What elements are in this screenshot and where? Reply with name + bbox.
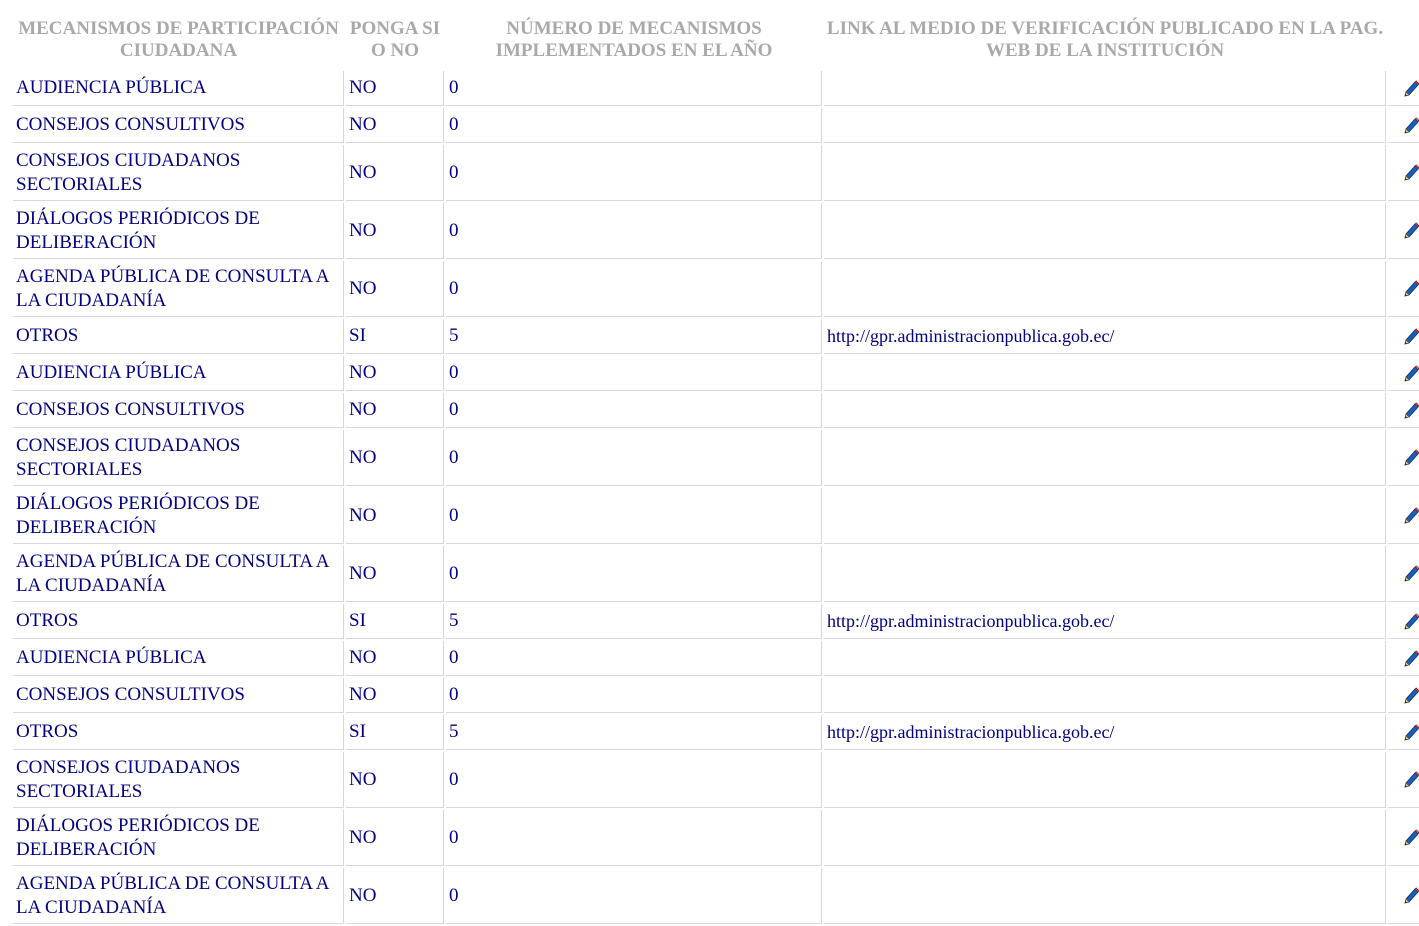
table-row bbox=[13, 868, 1419, 924]
cell-mecanismo: AGENDA PÚBLICA DE CONSULTA A LA CIUDADANÍA bbox=[13, 868, 344, 924]
table-row bbox=[13, 810, 1419, 866]
cell-link bbox=[824, 641, 1386, 676]
cell-actions bbox=[1388, 678, 1419, 713]
cell-link bbox=[824, 430, 1386, 486]
cell-mecanismo: DIÁLOGOS PERIÓDICOS DE DELIBERACIÓN bbox=[13, 810, 344, 866]
header-numero: NÚMERO DE MECANISMOS IMPLEMENTADOS EN EL AÑO bbox=[495, 18, 773, 61]
pencil-icon[interactable] bbox=[1401, 886, 1419, 906]
cell-si-no: NO bbox=[346, 641, 444, 676]
cell-numero: 0 bbox=[446, 393, 822, 428]
cell-si-no: NO bbox=[346, 430, 444, 486]
pencil-icon[interactable] bbox=[1401, 79, 1419, 99]
cell-actions bbox=[1388, 604, 1419, 639]
cell-link bbox=[824, 810, 1386, 866]
cell-mecanismo: OTROS bbox=[13, 604, 344, 639]
pencil-icon[interactable] bbox=[1401, 770, 1419, 790]
cell-si-no: NO bbox=[346, 71, 444, 106]
table-body bbox=[13, 71, 1419, 924]
cell-si-no: NO bbox=[346, 261, 444, 317]
pencil-icon[interactable] bbox=[1401, 448, 1419, 468]
cell-si-no: NO bbox=[346, 546, 444, 602]
table-row bbox=[13, 71, 1419, 106]
cell-link bbox=[824, 145, 1386, 201]
table-row bbox=[13, 319, 1419, 354]
cell-numero: 0 bbox=[446, 71, 822, 106]
cell-link: http://gpr.administracionpublica.gob.ec/ bbox=[824, 715, 1386, 750]
table-row bbox=[13, 546, 1419, 602]
pencil-icon-graphic bbox=[1401, 723, 1419, 743]
cell-mecanismo: AUDIENCIA PÚBLICA bbox=[13, 71, 344, 106]
cell-numero: 0 bbox=[446, 752, 822, 808]
cell-mecanismo: CONSEJOS CIUDADANOS SECTORIALES bbox=[13, 430, 344, 486]
pencil-icon-graphic bbox=[1401, 564, 1419, 584]
cell-numero: 5 bbox=[446, 319, 822, 354]
cell-numero: 0 bbox=[446, 641, 822, 676]
pencil-icon[interactable] bbox=[1401, 564, 1419, 584]
cell-mecanismo: CONSEJOS CONSULTIVOS bbox=[13, 393, 344, 428]
header-si-no: PONGA SI O NO bbox=[349, 18, 441, 61]
header-mecanismos: MECANISMOS DE PARTICIPACIÓN CIUDADANA bbox=[18, 18, 339, 61]
cell-actions bbox=[1388, 752, 1419, 808]
cell-mecanismo: OTROS bbox=[13, 319, 344, 354]
pencil-icon-graphic bbox=[1401, 116, 1419, 136]
pencil-icon[interactable] bbox=[1401, 364, 1419, 384]
pencil-icon-graphic bbox=[1401, 279, 1419, 299]
pencil-icon-graphic bbox=[1401, 79, 1419, 99]
cell-si-no: NO bbox=[346, 108, 444, 143]
cell-actions bbox=[1388, 810, 1419, 866]
table-row bbox=[13, 261, 1419, 317]
pencil-icon[interactable] bbox=[1401, 401, 1419, 421]
pencil-icon[interactable] bbox=[1401, 327, 1419, 347]
cell-mecanismo: CONSEJOS CONSULTIVOS bbox=[13, 108, 344, 143]
table-row bbox=[13, 488, 1419, 544]
cell-numero: 0 bbox=[446, 810, 822, 866]
pencil-icon-graphic bbox=[1401, 506, 1419, 526]
pencil-icon-graphic bbox=[1401, 401, 1419, 421]
pencil-icon-graphic bbox=[1401, 163, 1419, 183]
cell-actions bbox=[1388, 546, 1419, 602]
pencil-icon[interactable] bbox=[1401, 506, 1419, 526]
cell-mecanismo: CONSEJOS CIUDADANOS SECTORIALES bbox=[13, 752, 344, 808]
cell-link: http://gpr.administracionpublica.gob.ec/ bbox=[824, 604, 1386, 639]
cell-link bbox=[824, 752, 1386, 808]
pencil-icon[interactable] bbox=[1401, 649, 1419, 669]
pencil-icon-graphic bbox=[1401, 364, 1419, 384]
cell-actions bbox=[1388, 393, 1419, 428]
cell-numero: 0 bbox=[446, 145, 822, 201]
table-row bbox=[13, 752, 1419, 808]
pencil-icon-graphic bbox=[1401, 649, 1419, 669]
pencil-icon[interactable] bbox=[1401, 723, 1419, 743]
cell-si-no: NO bbox=[346, 752, 444, 808]
pencil-icon[interactable] bbox=[1401, 828, 1419, 848]
cell-link: http://gpr.administracionpublica.gob.ec/ bbox=[824, 319, 1386, 354]
cell-actions bbox=[1388, 715, 1419, 750]
cell-actions bbox=[1388, 641, 1419, 676]
cell-link bbox=[824, 488, 1386, 544]
pencil-icon-graphic bbox=[1401, 612, 1419, 632]
pencil-icon[interactable] bbox=[1401, 612, 1419, 632]
cell-si-no: SI bbox=[346, 715, 444, 750]
cell-actions bbox=[1388, 145, 1419, 201]
table-row bbox=[13, 145, 1419, 201]
cell-actions bbox=[1388, 356, 1419, 391]
cell-mecanismo: AGENDA PÚBLICA DE CONSULTA A LA CIUDADANÍA bbox=[13, 261, 344, 317]
cell-link bbox=[824, 203, 1386, 259]
table-row bbox=[13, 678, 1419, 713]
cell-numero: 0 bbox=[446, 868, 822, 924]
cell-numero: 0 bbox=[446, 546, 822, 602]
cell-si-no: NO bbox=[346, 393, 444, 428]
table-row bbox=[13, 393, 1419, 428]
cell-actions bbox=[1388, 868, 1419, 924]
cell-si-no: NO bbox=[346, 145, 444, 201]
cell-mecanismo: CONSEJOS CIUDADANOS SECTORIALES bbox=[13, 145, 344, 201]
table-row bbox=[13, 715, 1419, 750]
cell-numero: 0 bbox=[446, 430, 822, 486]
cell-link bbox=[824, 546, 1386, 602]
cell-actions bbox=[1388, 203, 1419, 259]
cell-si-no: NO bbox=[346, 868, 444, 924]
cell-mecanismo: AUDIENCIA PÚBLICA bbox=[13, 356, 344, 391]
cell-numero: 0 bbox=[446, 203, 822, 259]
pencil-icon-graphic bbox=[1401, 448, 1419, 468]
cell-actions bbox=[1388, 430, 1419, 486]
cell-mecanismo: DIÁLOGOS PERIÓDICOS DE DELIBERACIÓN bbox=[13, 488, 344, 544]
cell-si-no: NO bbox=[346, 810, 444, 866]
table-row bbox=[13, 108, 1419, 143]
pencil-icon[interactable] bbox=[1401, 116, 1419, 136]
cell-actions bbox=[1388, 488, 1419, 544]
cell-si-no: NO bbox=[346, 203, 444, 259]
cell-actions bbox=[1388, 319, 1419, 354]
table-row bbox=[13, 641, 1419, 676]
cell-si-no: NO bbox=[346, 356, 444, 391]
cell-link bbox=[824, 356, 1386, 391]
pencil-icon-graphic bbox=[1401, 770, 1419, 790]
pencil-icon-graphic bbox=[1401, 221, 1419, 241]
cell-link bbox=[824, 261, 1386, 317]
cell-actions bbox=[1388, 261, 1419, 317]
pencil-icon[interactable] bbox=[1401, 163, 1419, 183]
participation-mechanisms-table bbox=[11, 9, 1419, 926]
pencil-icon[interactable] bbox=[1401, 279, 1419, 299]
cell-numero: 0 bbox=[446, 261, 822, 317]
cell-numero: 0 bbox=[446, 108, 822, 143]
cell-link bbox=[824, 868, 1386, 924]
cell-si-no: NO bbox=[346, 678, 444, 713]
pencil-icon[interactable] bbox=[1401, 221, 1419, 241]
table-row bbox=[13, 356, 1419, 391]
cell-mecanismo: AGENDA PÚBLICA DE CONSULTA A LA CIUDADANÍA bbox=[13, 546, 344, 602]
cell-mecanismo: DIÁLOGOS PERIÓDICOS DE DELIBERACIÓN bbox=[13, 203, 344, 259]
pencil-icon[interactable] bbox=[1401, 686, 1419, 706]
cell-si-no: SI bbox=[346, 604, 444, 639]
table-row bbox=[13, 430, 1419, 486]
cell-link bbox=[824, 678, 1386, 713]
pencil-icon-graphic bbox=[1401, 686, 1419, 706]
cell-numero: 5 bbox=[446, 715, 822, 750]
header-actions bbox=[1388, 11, 1419, 69]
cell-si-no: SI bbox=[346, 319, 444, 354]
table-row bbox=[13, 604, 1419, 639]
cell-link bbox=[824, 393, 1386, 428]
cell-numero: 5 bbox=[446, 604, 822, 639]
cell-numero: 0 bbox=[446, 488, 822, 544]
header-link: LINK AL MEDIO DE VERIFICACIÓN PUBLICADO EN LA PAG. WEB DE LA INSTITUCIÓN bbox=[826, 18, 1384, 61]
cell-si-no: NO bbox=[346, 488, 444, 544]
table-header-row bbox=[13, 11, 1419, 69]
cell-mecanismo: AUDIENCIA PÚBLICA bbox=[13, 641, 344, 676]
pencil-icon-graphic bbox=[1401, 886, 1419, 906]
cell-link bbox=[824, 71, 1386, 106]
cell-mecanismo: CONSEJOS CONSULTIVOS bbox=[13, 678, 344, 713]
cell-actions bbox=[1388, 108, 1419, 143]
cell-numero: 0 bbox=[446, 678, 822, 713]
pencil-icon-graphic bbox=[1401, 327, 1419, 347]
cell-link bbox=[824, 108, 1386, 143]
cell-mecanismo: OTROS bbox=[13, 715, 344, 750]
cell-numero: 0 bbox=[446, 356, 822, 391]
table-row bbox=[13, 203, 1419, 259]
cell-actions bbox=[1388, 71, 1419, 106]
pencil-icon-graphic bbox=[1401, 828, 1419, 848]
